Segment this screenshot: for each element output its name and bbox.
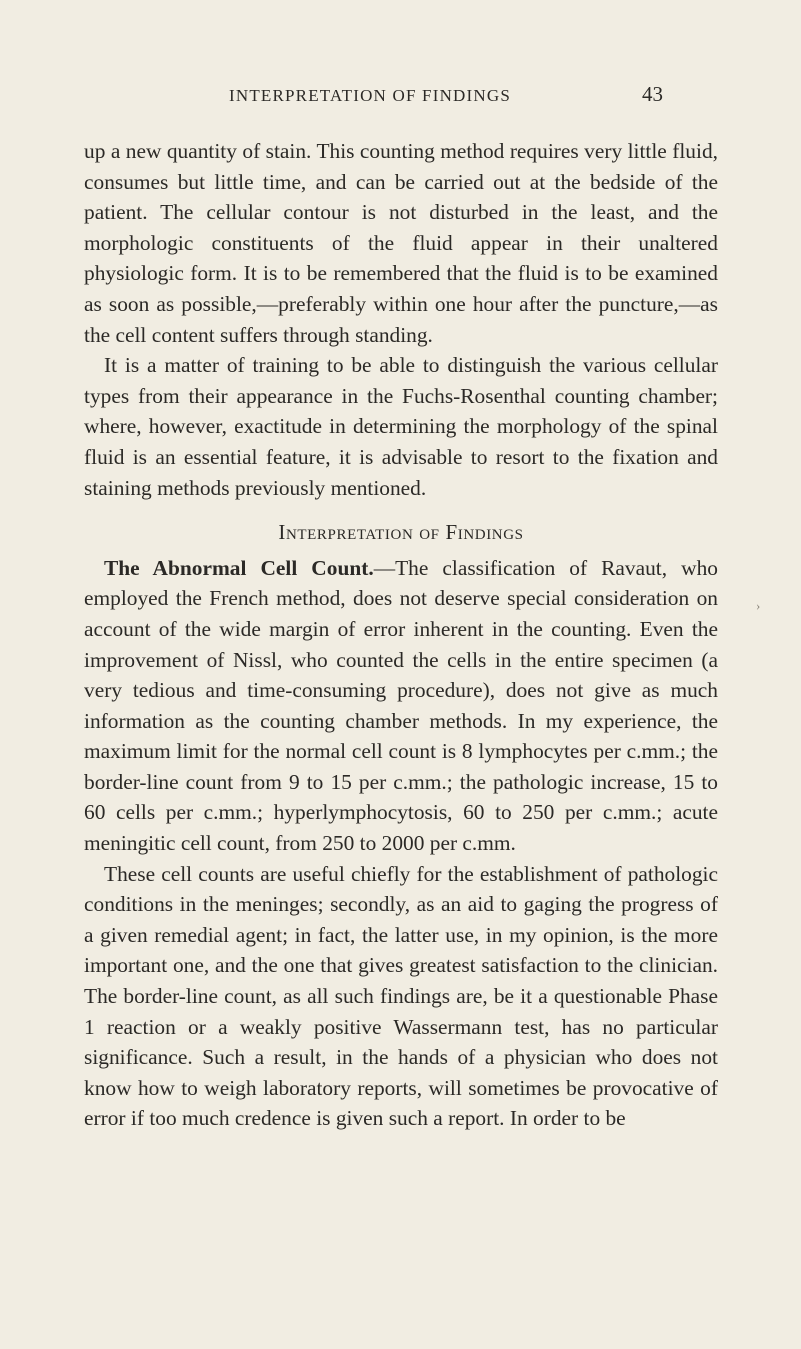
paragraph-1: up a new quantity of stain. This counting method requires very little fluid, consumes but little time, and can be carried out at the bedside of the patient. The cellular contour is not disturbed in the least, and the morphologic constituents of the fluid appear in their unaltered physiologic form. It is to be remembered that the fluid is to be examined as soon as possible,—preferably within one hour after the puncture,—as the cell content suffers through standing.	[84, 139, 718, 347]
paragraph-3	[84, 553, 718, 859]
paragraph-4: These cell counts are useful chiefly for the establishment of pathologic conditions in the meninges; secondly, as an aid to gaging the progress of a given remedial agent; in fact, the latter use, in my opinion, is the more important one, and the one that gives greatest satisfaction to the clinician. The border-line count, as all such findings are, be it a questionable Phase 1 reaction or a weakly positive Wassermann test, has no particular significance. Such a result, in the hands of a physician who does not know how to weigh laboratory reports, will sometimes be provocative of error if too much credence is given such a report. In order to be	[84, 861, 718, 1131]
margin-mark-icon: ›	[756, 598, 761, 613]
page-number: 43	[642, 82, 663, 106]
section-heading: Interpretation of Findings	[278, 520, 524, 545]
body-text	[84, 136, 718, 1134]
running-head: INTERPRETATION OF FINDINGS	[228, 86, 511, 105]
run-in-heading: The Abnormal Cell Count.	[104, 555, 374, 580]
paragraph-2: It is a matter of training to be able to distinguish the various cellular types from their appearance in the Fuchs-Rosenthal counting chamber; where, however, exactitude in determining the morphology of the spinal fluid is an essential feature, it is advisable to resort to the fixation and staining methods previously mentioned.	[84, 353, 718, 500]
paragraph-3-text: —The classification of Ravaut, who employed the French method, does not deserve special consideration on account of the wide margin of error inherent in the counting. Even the improvement of Nissl, who counted the cells in the entire specimen (a very tedious and time-consuming procedure), does not give as much information as the counting chamber methods. In my experience, the maximum limit for the normal cell count is 8 lymphocytes per c.mm.; the border-line count from 9 to 15 per c.mm.; the pathologic increase, 15 to 60 cells per c.mm.; hyperlymphocytosis, 60 to 250 per c.mm.; acute meningitic cell count, from 250 to 2000 per c.mm.	[84, 555, 718, 856]
